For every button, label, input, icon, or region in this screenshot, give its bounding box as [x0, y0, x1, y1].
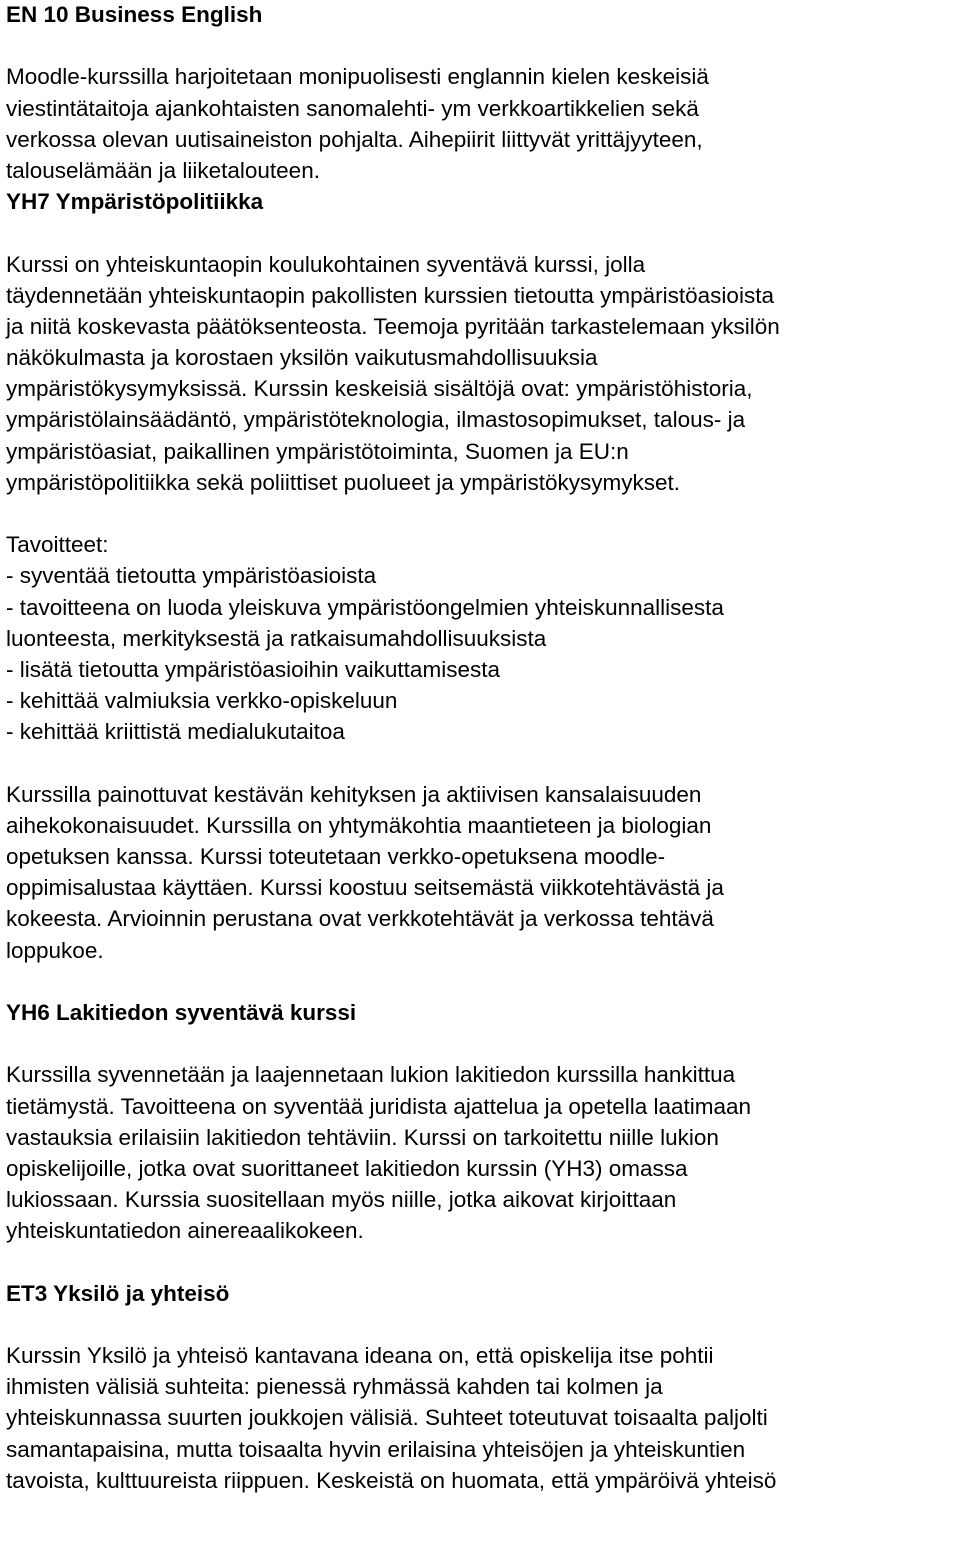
goal-item: - kehittää kriittistä medialukutaitoa — [6, 719, 345, 745]
goals-label: Tavoitteet: — [6, 532, 109, 558]
section-heading-yh6: YH6 Lakitiedon syventävä kurssi — [6, 1000, 357, 1025]
text-line: ympäristöasiat, paikallinen ympäristötoiminta, Suomen ja EU:n — [6, 438, 629, 464]
paragraph-yh7-implementation — [6, 779, 956, 966]
text-line: ympäristökysymyksissä. Kurssin keskeisiä sisältöjä ovat: ympäristöhistoria, — [6, 376, 753, 402]
paragraph-en10-intro — [6, 61, 956, 186]
text-line: loppukoe. — [6, 937, 104, 963]
text-line: kokeesta. Arvioinnin perustana ovat verkkotehtävät ja verkossa tehtävä — [6, 906, 714, 932]
paragraph-yh7-description — [6, 249, 956, 499]
text-line: yhteiskunnassa suurten joukkojen välisiä. Suhteet toteutuvat toisaalta paljolti — [6, 1405, 768, 1431]
text-line: Kurssilla syvennetään ja laajennetaan lukion lakitiedon kurssilla hankittua — [6, 1062, 736, 1088]
text-line: viestintätaitoja ajankohtaisten sanomalehti- ym verkkoartikkelien sekä — [6, 95, 699, 121]
spacer — [6, 217, 956, 248]
text-line: Kurssilla painottuvat kestävän kehityksen ja aktiivisen kansalaisuuden — [6, 781, 702, 807]
text-line: Kurssi on yhteiskuntaopin koulukohtainen syventävä kurssi, jolla — [6, 251, 646, 277]
goal-item: - tavoitteena on luoda yleiskuva ympäristöongelmien yhteiskunnallisesta — [6, 594, 724, 620]
text-line: tavoista, kulttuureista riippuen. Keskeistä on huomata, että ympäröivä yhteisö — [6, 1467, 777, 1493]
spacer — [6, 1247, 956, 1278]
text-line: ympäristöpolitiikka sekä poliittiset puolueet ja ympäristökysymykset. — [6, 469, 681, 495]
text-line: aihekokonaisuudet. Kurssilla on yhtymäkohtia maantieteen ja biologian — [6, 812, 712, 838]
text-line: vastauksia erilaisiin lakitiedon tehtäviin. Kurssi on tarkoitettu niille lukion — [6, 1124, 719, 1150]
text-line: verkossa olevan uutisaineiston pohjalta. Aihepiirit liittyvät yrittäjyyteen, — [6, 126, 703, 152]
spacer — [6, 1028, 956, 1059]
section-heading-et3: ET3 Yksilö ja yhteisö — [6, 1280, 230, 1306]
spacer — [6, 30, 956, 61]
text-line: ja niitä koskevasta päätöksenteosta. Teemoja pyritään tarkastelemaan yksilön — [6, 313, 780, 339]
section-heading-en10: EN 10 Business English — [6, 2, 263, 27]
spacer — [6, 498, 956, 529]
goal-item: - syventää tietoutta ympäristöasioista — [6, 563, 377, 589]
section-heading-yh7: YH7 Ympäristöpolitiikka — [6, 189, 264, 215]
text-line: samantapaisina, mutta toisaalta hyvin erilaisina yhteisöjen ja yhteiskuntien — [6, 1436, 746, 1462]
text-line: täydennetään yhteiskuntaopin pakollisten kurssien tietoutta ympäristöasioista — [6, 282, 774, 308]
document-page — [6, 0, 956, 1496]
text-line: yhteiskuntatiedon ainereaalikokeen. — [6, 1218, 364, 1244]
text-line: opetuksen kanssa. Kurssi toteutetaan verkko-opetuksena moodle- — [6, 844, 666, 870]
goal-item: luonteesta, merkityksestä ja ratkaisumahdollisuuksista — [6, 625, 547, 651]
spacer — [6, 966, 956, 997]
text-line: opiskelijoille, jotka ovat suorittaneet lakitiedon kurssin (YH3) omassa — [6, 1155, 688, 1181]
text-line: tietämystä. Tavoitteena on syventää juridista ajattelua ja opetella laatimaan — [6, 1093, 752, 1119]
text-line: ihmisten välisiä suhteita: pienessä ryhmässä kahden tai kolmen ja — [6, 1374, 663, 1400]
paragraph-yh7-goals — [6, 529, 956, 747]
paragraph-et3-description — [6, 1340, 956, 1496]
text-line: näkökulmasta ja korostaen yksilön vaikutusmahdollisuuksia — [6, 345, 598, 371]
goal-item: - lisätä tietoutta ympäristöasioihin vaikuttamisesta — [6, 656, 500, 682]
text-line: talouselämään ja liiketalouteen. — [6, 157, 320, 183]
text-line: oppimisalustaa käyttäen. Kurssi koostuu seitsemästä viikkotehtävästä ja — [6, 875, 724, 901]
spacer — [6, 1309, 956, 1340]
text-line: Kurssin Yksilö ja yhteisö kantavana ideana on, että opiskelija itse pohtii — [6, 1343, 714, 1369]
text-line: Moodle-kurssilla harjoitetaan monipuolisesti englannin kielen keskeisiä — [6, 64, 709, 90]
spacer — [6, 748, 956, 779]
paragraph-yh6-description — [6, 1059, 956, 1246]
goal-item: - kehittää valmiuksia verkko-opiskeluun — [6, 688, 398, 714]
text-line: ympäristölainsäädäntö, ympäristöteknologia, ilmastosopimukset, talous- ja — [6, 407, 746, 433]
text-line: lukiossaan. Kurssia suositellaan myös niille, jotka aikovat kirjoittaan — [6, 1187, 677, 1213]
